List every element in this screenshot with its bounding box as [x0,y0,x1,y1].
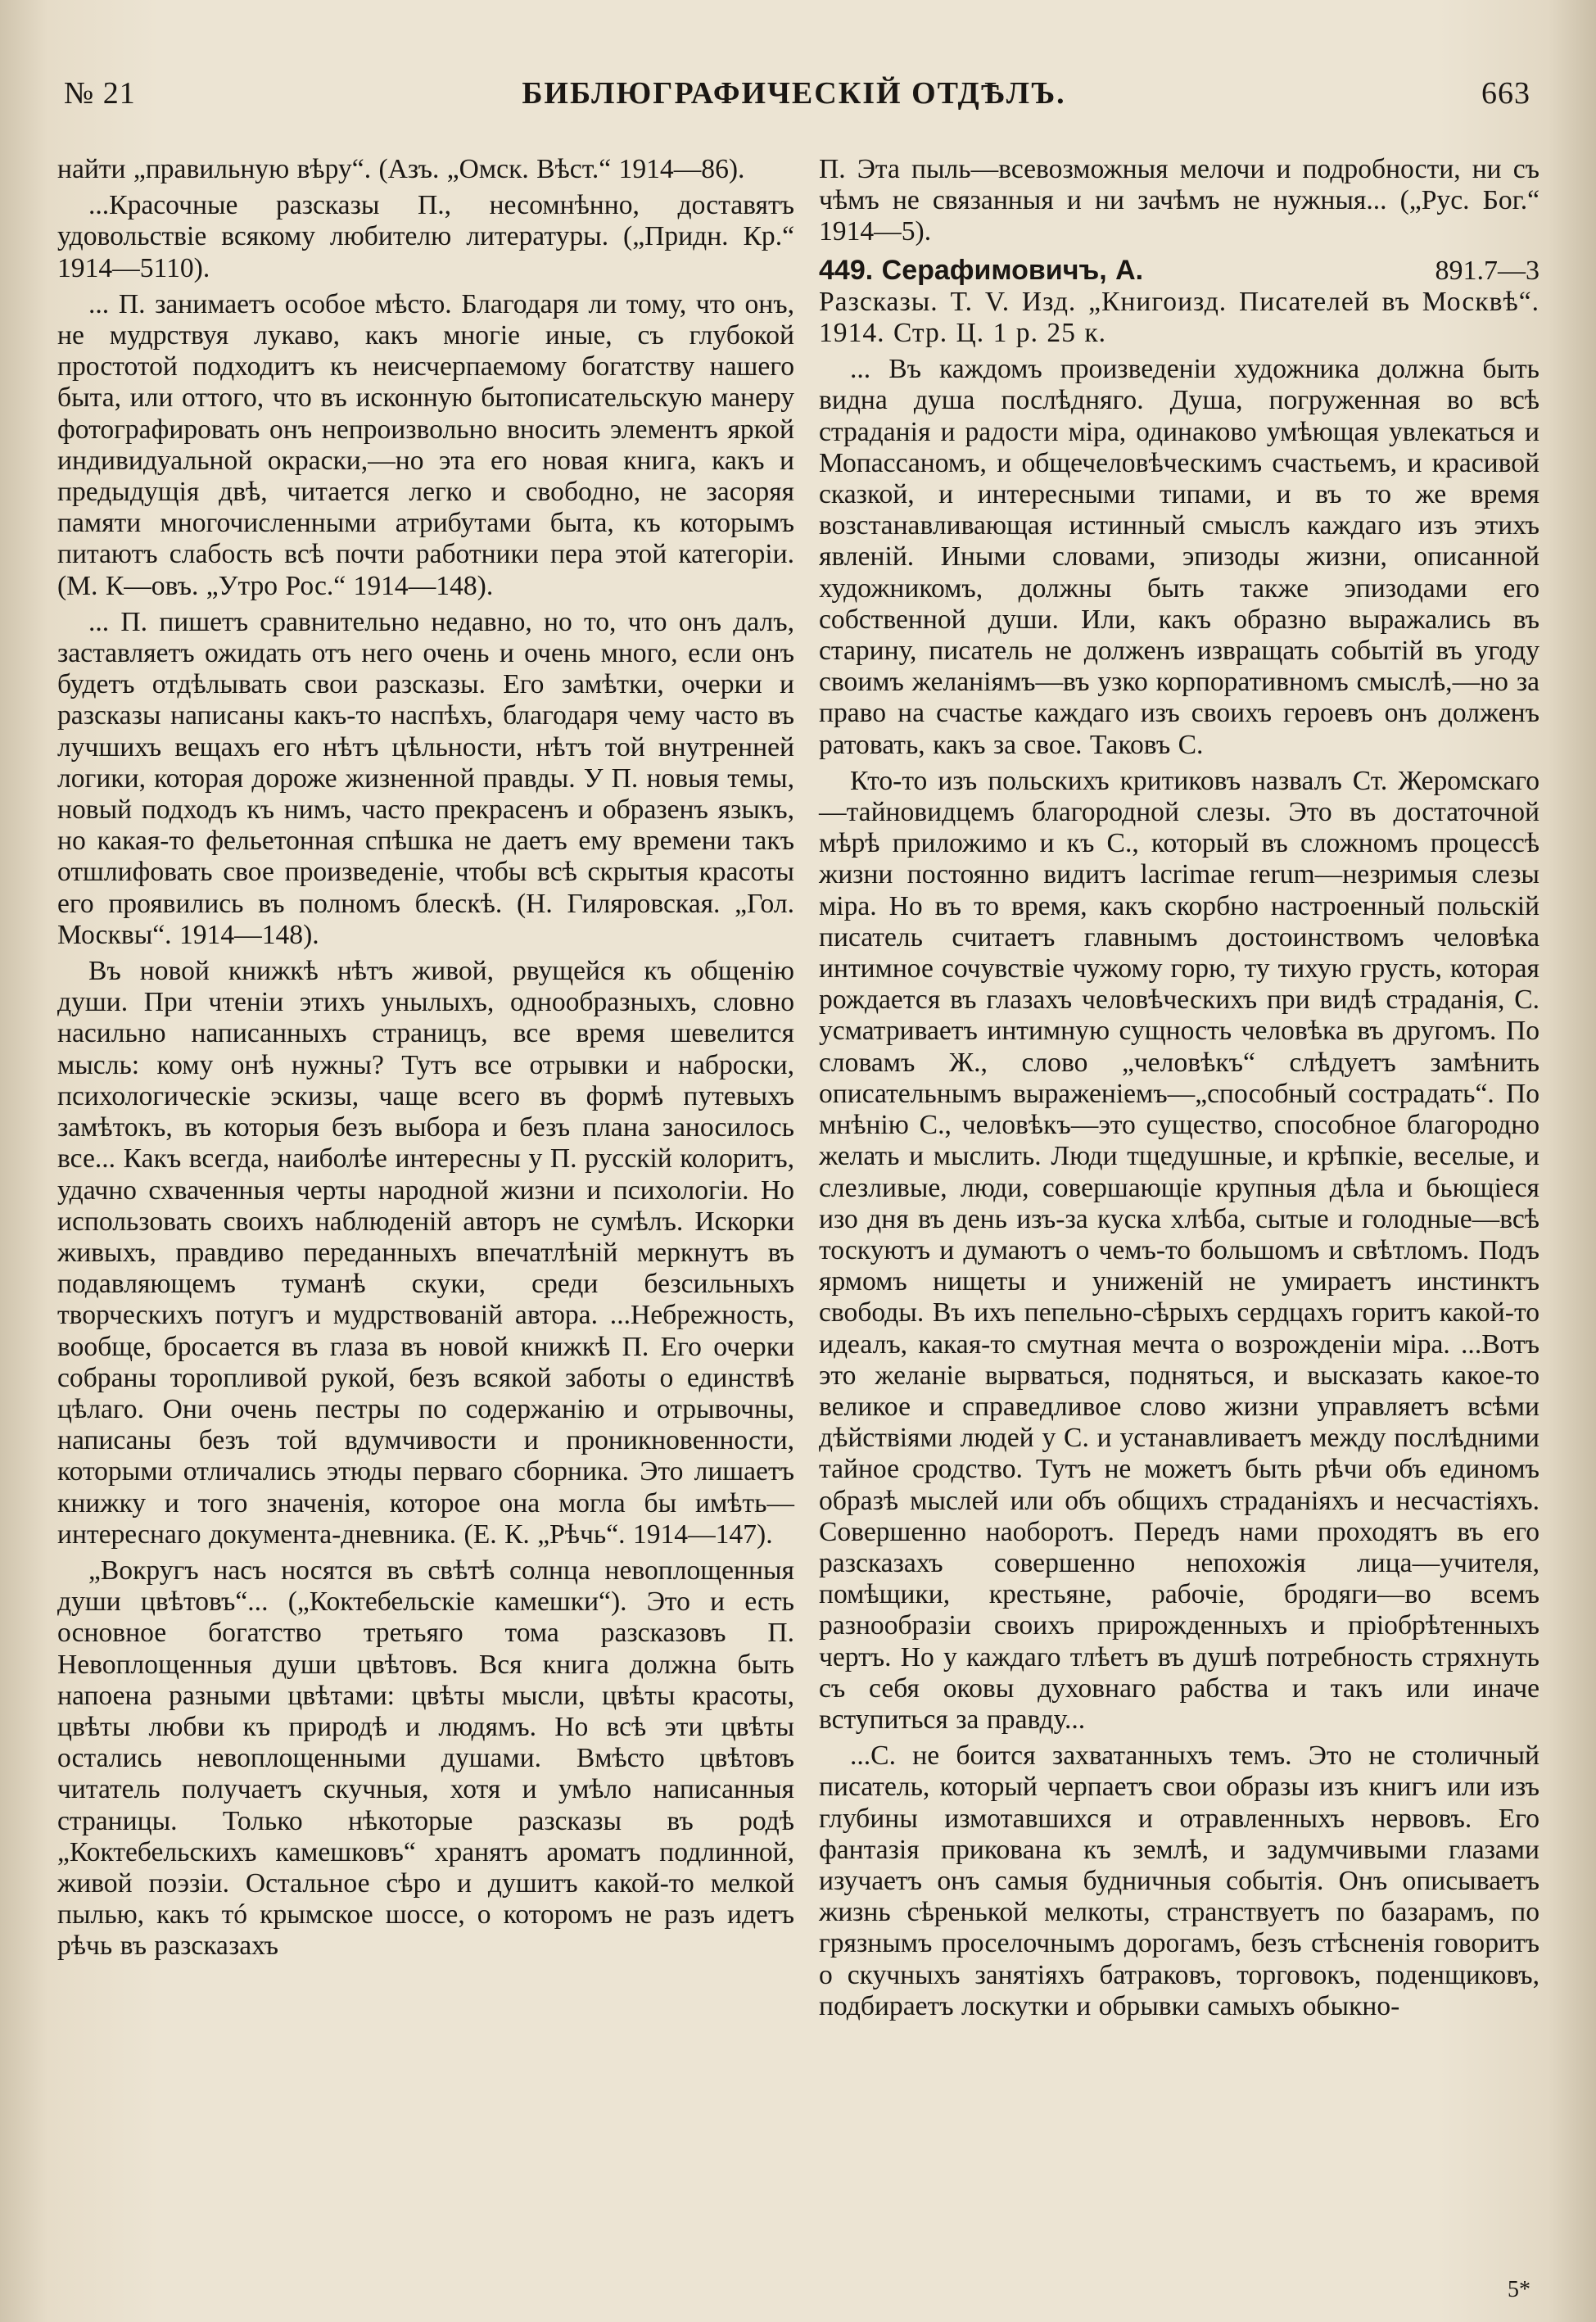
review-paragraph: „Вокругъ насъ носятся въ свѣтѣ солнца невоплощенныя души цвѣтовъ“... („Коктебельскіе камешки“). Это и есть основное богатство третьяго тома разсказовъ П. Невоплощенныя души цвѣтовъ. Вся книга должна быть напоена разными цвѣтами: цвѣты мысли, цвѣты красоты, цвѣты любви къ природѣ и людямъ. Но всѣ эти цвѣты остались невоплощенными душами. Вмѣсто цвѣтовъ читатель получаетъ скучныя, хотя и умѣло написанныя страницы. Только нѣкоторые разсказы въ родѣ „Коктебельскихъ камешковъ“ хранятъ ароматъ подлинной, живой поэзіи. Остальное сѣро и душитъ какой-то мелкой пылью, какъ тó крымское шоссе, о которомъ не разъ идетъ рѣчь въ разсказахъ [57,1555,794,1962]
entry-number: 449. [819,254,874,286]
section-title: БИБЛЮГРАФИЧЕСКІЙ ОТДѢЛЪ. [522,76,1066,111]
review-paragraph: ...Красочные разсказы П., несомнѣнно, доставятъ удовольствіе всякому любителю литературы. („Придн. Кр.“ 1914—5110). [57,190,794,283]
classification-code: 891.7—3 [1435,255,1539,286]
entry-imprint: Разсказы. Т. V. Изд. „Книгоизд. Писателей въ Москвѣ“. 1914. Стр. Ц. 1 р. 25 к. [819,286,1539,349]
bibliographic-entry-heading [819,255,1539,287]
review-paragraph: ... П. занимаетъ особое мѣсто. Благодаря ли тому, что онъ, не мудрствуя лукаво, какъ многіе иные, съ глубокой простотой подходитъ къ неисчерпаемому богатству нашего быта, или оттого, что въ исконную бытописательскую манеру фотографировать онъ непроизвольно вносить элементъ яркой индивидуальной окраски,—но эта его новая книга, какъ и предыдущія двѣ, читается легко и свободно, не засоряя памяти многочисленными атрибутами быта, къ которымъ питаютъ слабость всѣ почти работники пера этой категоріи. (М. К—овъ. „Утро Рос.“ 1914—148). [57,288,794,601]
review-paragraph: ... Въ каждомъ произведеніи художника должна быть видна душа послѣдняго. Душа, погруженная во всѣ страданія и радости міра, одинаково умѣющая увлекаться и Мопассаномъ, и общечеловѣческимъ счастьемъ, и красивой сказкой, и интересными типами, и въ то же время возстанавливающая истинный смыслъ каждаго изъ этихъ явленій. Иными словами, эпизоды жизни, описанной художникомъ, должны быть также эпизодами его собственной души. Или, какъ образно выражались въ старину, писатель не долженъ извращать событій въ угоду своимъ желаніямъ—въ узко корпоративномъ смыслѣ,—но за право на счастье каждаго изъ своихъ героевъ онъ долженъ ратовать, какъ за свое. Таковъ С. [819,354,1539,760]
right-column [819,154,1539,2022]
review-paragraph: Въ новой книжкѣ нѣтъ живой, рвущейся къ общенію души. При чтеніи этихъ унылыхъ, однообразныхъ, словно насильно написанныхъ страницъ, все время шевелится мысль: кому онѣ нужны? Тутъ все отрывки и наброски, психологическіе эскизы, чаще всего въ формѣ путевыхъ замѣтокъ, въ которыя безъ выбора и безъ плана заносилось все... Какъ всегда, наиболѣе интересны у П. русскій колоритъ, удачно схваченныя черты народной жизни и психологіи. Но использовать своихъ наблюденій авторъ не сумѣлъ. Искорки живыхъ, правдиво переданныхъ впечатлѣній меркнутъ въ подавляющемъ туманѣ скуки, среди безсильныхъ творческихъ потугъ и мудрствованій автора. ...Небрежность, вообще, бросается въ глаза въ новой книжкѣ П. Его очерки собраны торопливой рукой, безъ всякой заботы о единствѣ цѣлаго. Они очень пестры по содержанію и отрывочны, написаны безъ той вдумчивости и проникновенности, которыми отличались этюды перваго сборника. Это лишаетъ книжку и того значенія, которое она могла бы имѣть—интереснаго документа-дневника. (Е. К. „Рѣчь“. 1914—147). [57,956,794,1550]
review-paragraph: Кто-то изъ польскихъ критиковъ назвалъ Ст. Жеромскаго—тайновидцемъ благородной слезы. Это въ достаточной мѣрѣ приложимо и къ С., который въ сложномъ процессѣ жизни постоянно видитъ lacrimae rerum—незримыя слезы міра. Но въ то время, какъ скорбно настроенный польскій писатель считаетъ главнымъ достоинствомъ человѣка интимное сочувствіе чужому горю, ту тихую грусть, которая рождается въ глазахъ человѣческихъ при видѣ страданія, С. усматриваетъ интимную сущность человѣка въ другомъ. По словамъ Ж., слово „человѣкъ“ слѣдуетъ замѣнить описательнымъ выраженіемъ—„способный сострадать“. По мнѣнію С., человѣкъ—это существо, способное благородно желать и мыслить. Люди тщедушные, и крѣпкіе, веселые, и слезливые, люди, совершающіе крупныя дѣла и бьющіеся изо дня въ день изъ-за куска хлѣба, сытые и голодные—всѣ тоскуютъ и думаютъ о чемъ-то большомъ и свѣтломъ. Подъ ярмомъ нищеты и униженій не умираетъ инстинктъ свободы. Въ ихъ пепельно-сѣрыхъ сердцахъ горитъ какой-то идеалъ, какая-то смутная мечта о возрожденіи міра. ...Вотъ это желаніе вырваться, подняться, и высказать какое-то великое и справедливое слово жизни управляетъ всѣми дѣйствіями людей у С. и устанавливаетъ между послѣдними тайное сродство. Тутъ не можетъ быть рѣчи объ единомъ образѣ мыслей или объ общихъ страданіяхъ и несчастіяхъ. Совершенно наоборотъ. Передъ нами проходятъ въ его разсказахъ совершенно непохожія лица—учителя, помѣщики, крестьяне, рабочіе, бродяги—во всемъ разнообразіи своихъ прирожденныхъ и пріобрѣтенныхъ чертъ. Но у каждаго тлѣетъ въ душѣ потребность стряхнуть съ себя оковы духовнаго рабства и такъ или иначе вступиться за правду... [819,765,1539,1735]
left-column [57,154,794,1962]
entry-author: Серафимовичъ, А. [881,254,1144,286]
review-paragraph: найти „правильную вѣру“. (Азъ. „Омск. Вѣст.“ 1914—86). [57,154,745,184]
issue-number: № 21 [64,76,136,111]
page-number: 663 [1481,76,1530,111]
review-paragraph: П. Эта пыль—всевозможныя мелочи и подробности, ни съ чѣмъ не связанныя и ни зачѣмъ не нужныя... („Рус. Бог.“ 1914—5). [819,154,1539,247]
review-paragraph: ... П. пишетъ сравнительно недавно, но то, что онъ далъ, заставляетъ ожидать отъ него очень и очень много, если онъ будетъ отдѣлывать свои разсказы. Его замѣтки, очерки и разсказы написаны какъ-то наспѣхъ, благодаря чему часто въ лучшихъ вещахъ его нѣтъ цѣльности, нѣтъ той внутренней логики, которая дороже жизненной правды. У П. новыя темы, новый подходъ къ нимъ, часто прекрасенъ и образенъ языкъ, но какая-то фельетонная спѣшка не даетъ ему времени такъ отшлифовать свое произведеніе, чтобы всѣ скрытыя красоты его проявились въ полномъ блескѣ. (Н. Гиляровская. „Гол. Москвы“. 1914—148). [57,606,794,950]
signature-mark: 5* [1508,2277,1530,2302]
review-paragraph: ...С. не боится захватанныхъ темъ. Это не столичный писатель, который черпаетъ свои образы изъ книгъ или изъ глубины измотавшихся и отравленныхъ нервовъ. Его фантазія прикована къ землѣ, и задумчивыми глазами изучаетъ онъ самыя будничныя событія. Онъ описываетъ жизнь сѣренькой мелкоты, странствуетъ по базарамъ, по грязнымъ проселочнымъ дорогамъ, безъ стѣсненія говоритъ о скучныхъ занятіяхъ батраковъ, торговокъ, поденщиковъ, подбираетъ лоскутки и обрывки самыхъ обыкно- [819,1740,1539,2021]
page-header [57,75,1530,124]
entry-title [819,255,1143,286]
